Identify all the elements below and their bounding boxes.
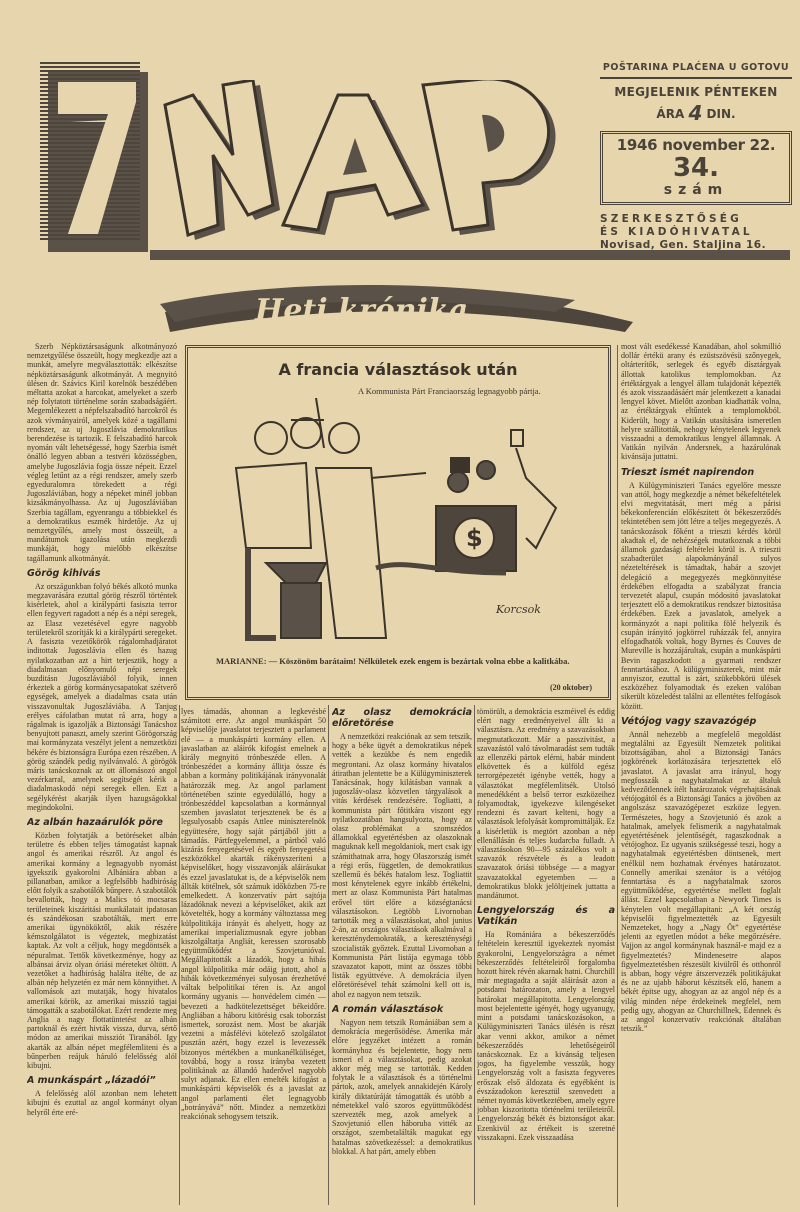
article-poland-vatican-cont: most vált esedékessé Kanadában, ahol sokmillió dollár értékü arany és ezüstszövésü szőnyegek, oltárterítők, serlegek és egyéb dísztárgyak állottak katolikus templomokban. Az értéktárgyak a lengyel állam tulajdonát képezték és azok visszaadásáért már jelentkezett a kanadai lengyel követ. Mielőtt azonban kiadhatták volna, az értéktárgyak eltűntek a templomokból. Kiderült, hogy a Vatikán utasítására ismeretlen helyre szállitották, nehogy kénytelenek legyenek visszaadni a demokratikus lengyel államnak. A Vatikán nyilván Andersnek, a hazárulónak kivánsája juttatni. [621, 342, 781, 462]
issue-label: szám [663, 182, 729, 198]
office-line-2: ÉS KIADÓHIVATAL [600, 226, 753, 238]
column-1 [27, 342, 177, 1210]
price-value: 4 [688, 101, 703, 125]
article-italian-democracy: A nemzetközi reakciónak az sem tetszik, hogy a béke ügyét a demokratikus népek vették a kezükbe és nem engedik megrontani. Az olasz kormány hivatalos átiratban jelentette be a Külügyminiszterek Tanácsának, hogy kilátásban vannak a jugoszláv-olasz közvetlen tárgyalások a vitás kérdések rendezésére. Togliatti, a kommunista párt főtitkára viszont egy nyilatkozatában hangsulyozta, hogy az olasz problémákat a szomszédos államokkal egyetértésben az olaszoknak maguknak kell megoldaniok, mert csak igy számithatnak arra, hogy Olaszország ismét a régi erős, független, de demokratikus szellemű és békés hatalom lesz. Togliattit most kénytelenek egyre inkább értékelni, mert az olasz Kommunista Párt hatalmas erővel tört előre a községtanácsi választásokon. Legtöbb Livornoban tartották meg a választásokat, ahol junius 2-án, az országos választások alkalmával a kereszténydemokraták, a kereszténységi szocialisták győztek. Ezuttal Livornoban a Kommunista Párt listája egymaga több szavazatot kapott, mint az összes többi listák együttvéve. A demokrácia ilyen előretörésével tehát számolni kell ott is, ahol ez nagyon nem tetszik. [332, 732, 472, 999]
dollar-icon: $ [466, 524, 483, 552]
banner-title: Heti krónika [255, 293, 469, 328]
office-address: Novisad, Gen. Staljina 16. [600, 239, 767, 251]
article-trieste: A Külügyminiszteri Tanács egyelőre messze van attól, hogy megkezdje a német békefeltételek elvi megvitatását, mert még a párisi békekonferencián előkészitett öt békeszerződés tekintetében sem jött létre a teljes megegyezés. A tanácskozások főként a trieszti kérdés körül akadtak el, de nehézségek mutatkoznak a többi államok gazdasági feltételei körül is. A trieszti szabadterület alapokmányánál sulyos nézeteltérések is támadtak, habár a szovjet delegáció a megegyezés megkönnyitése érdekében elfogadta a szabályzat francia tervezetét alapul, csupán módositó javaslatokat terjesztett elő a demokratikus rendszer biztositása érdekében. Ezek a javaslatok, amelyek a kormányzót a napi politika fölé helyezik és csupán irányitó jogkörrel ruházzák fel, annyira elfogadhatók voltak, hogy Byrnes és Couves de Mureville is hozzájárultak, csupán a munkáspárti Bevin ragaszkodott a gyarmati rendszer fenntartásához. A külügyminiszterek, mint már annyiszor, ezuttal is zárt, szükebbkörü ülések eszközéhez folyamodtak és ezeken valóban sikerült közeledést találni az ellentétes felfogások között. [621, 480, 781, 711]
postal-note: POŠTARINA PLAĆENA U GOTOVU [600, 62, 792, 79]
article-albanian-trial: Közben folytatják a betöréseket albán területre és ebben teljes támogatást kapnak angol és amerikai részről. Az angol és amerikai kormány a legnagyobb nyomást igyekszik gyakorolni Albániára abban a pillanatban, amikor a legfelsőbb hadbiróság előtt folyik a szabotálók bűnpere. A szabotálók bevallották, hogy a Malics tó mocsaras területeinek kiszáritási munkálatait ipdatosan és szándékosan szabotálták, mert erre amerikai ügynököktől, akik részére kémszolgálatot is végeztek, megbizatást kaptak. Az volt a céljuk, hogy megdöntsék a népuralmat. Tettők következménye, hogy az albánsai árviz olyan óriási méreteket öltött. A vezetőket a hadbiróság halálra itélte, de az albán nép helyzetén ez már nem könnyithet. A vallomások azt mutatják, hogy hivatalos amerikai körök, az amerikai misszió tagjai támogatták a szabotálókat. Ezért rendezte meg Anglia a nagy flottatüntetést az albán partoknál és ezért hivták vissza, durva, sértő módon az amerikai missziót Tiranából. Igy akarták az albán népet megfélemliteni és a bűnperben reájuk háruló felelősség alól kibujni. [27, 830, 177, 1071]
issue-date: 1946 november 22. [616, 136, 776, 154]
masthead-rule [150, 250, 790, 260]
editorial-office [600, 213, 792, 239]
masthead-info [600, 62, 792, 251]
column-divider [179, 705, 180, 1205]
column-divider [474, 705, 475, 1205]
price [600, 101, 792, 125]
cartoon-illustration [196, 398, 601, 653]
artist-signature: Korcsok [496, 603, 541, 616]
column-3 [332, 707, 472, 1210]
article-veto: Annál nehezebb a megfelelő megoldást megtalálni az Egyesült Nemzetek politikai bizottságában, ahol a Biztonsági Tanács jogkörének korlátozására terjesztettek elő javaslatot. A javaslat arra irányul, hogy megfosszák a nagyhatalmakat az általuk kedvezőtlennek ítélt határozatok végrehajtásának vétójogától és a Biztonsági Tanács a jövőben az angolszász szavazógépezet eszköze legyen. Természetes, hogy a Szovjetunió és azok a hatalmak, amelyek felismerik a nagyhatalmak egyetértésének jelentőségét, ragaszkodnak a vétójoghoz. Ez ugyanis szükségessé teszi, hogy a nagyhatalmak egyetértésben döntsenek, mert enélkül nem hozhatnak érvényes határozatot. Connelly amerikai szenátor is a vétójog fenntartása és a nagyhatalmak szoros együttműködése, egyetértése mellett foglalt állást. Ezzel kapcsolatban a Newyork Times is kénytelen volt megállapitani: „A két ország képviselői figyelmeztették az Egyesült Nemzeteket, hogy a „Nagy Öt” egyetértése jelenti az egyetlen módot a béke megőrzésére. Vajjon az angol kormánynak használ-e majd ez a figyelmeztetés? Mindenesetre alapos figyelmeztetésben részesült kivülről és otthonról is abban, hogy végre átszervezzék politikájukat és ne az ujabb háborut készitsék elő, hanem a békét épitse ugy, ahogyan az az angol nép és a világ minden népe érdekeinek megfelel, nem pedig ugy, ahogyan az Churchillnek, Edennek és az angol konzervatív reakciónak általában tetszik.” [621, 729, 781, 1034]
article-labour-rebels: A felelősség alól azonban nem lehetett kibujni és ezuttal az angol kormányt olyan helyről érte eré- [27, 1089, 177, 1117]
column-5 [621, 342, 781, 1210]
column-4 [477, 707, 615, 1210]
headline-labour-rebels: A munkáspárt „lázadói” [27, 1075, 156, 1087]
column-2 [181, 707, 326, 1210]
column-divider [617, 345, 618, 1207]
article-greek-challenge: Az országunkban folyó békés alkotó munka megzavarására ezuttal görög részről történtek kisérletek, ahol a királypárti fasiszta terror ellen fegyvert ragadott a nép és a népi seregek, az Elasz vezetésével egyre nagyobb területekről szorítják ki a királypárti seregeket. A fasiszta vezetőkörök rágalomhadjáratot inditottak Jugoszlávia ellen és hazug nyilatkozatban azt a hirt terjesztik, hogy a diadalmasan előnyomuló népi seregek buzditásn Jugoszláviából folyik, innen érkeztek a görög kormánycsapatokat szétverő egységek, amelyek a diadalmas csata után visszavonultak Jugoszláviába. A Tanjug erélyes cáfolatban mutat rá arra, hogy a rágalmak is igazolják a Biztonsági Tanácshoz benyujtott panaszt, amely szerint Görögország mai kormányzata veszélyt jelent a nemzetközi békére és biztonságra Európa ezen részében. A görög szándék pedig nyilvánvaló. A görögök máris tanácskoznak az ott állomásozó angol vezérkarral, amelynek segítségét kérik a diadalmaskodó népi seregek ellen. Ezt a segélykérést akarják ilyen hazugságokkal megindokolni. [27, 581, 177, 812]
headline-veto: Vétójog vagy szavazógép [621, 715, 757, 727]
headline-poland-vatican: Lengyelország és a Vatikán [477, 905, 615, 928]
office-line-1: SZERKESZTŐSÉG [600, 213, 742, 225]
article-poland-vatican: Ha Romániára a békeszerződés feltételein keresztül igyekeztek nyomást gyakorolni, Lengyelországra a német békeszerződés feltételeiről forgalomba hozott hirek révén akarnak hatni. Churchill már megtagadta a saját aláirását azon a potsdami határozaton, amely a lengyel határokat megállapitotta. Lengyelország most bejelentette igényét, hogy ugyanugy, mint a potsdami tanácskozásokon, a Külügyminiszteri Tanács ülésén is részt akar venni akkor, amikor a német békeszerződés lehetőségeiről tanácskoznak. Ez a kivánság teljesen jogos, ha figyelembe vesszük, hogy Lengyelország volt a fasiszta fegyveres erőszak első áldozata és egyébként is évszázadokon keresztül szenvedett a német nyomás következtében, amely egyre jobban kiszoritotta történelmi területeiről. Lengyelország békét és biztonságot akar. Ezenkivül az értékeit is szeretné visszakapni. Ezek visszaadása [477, 930, 615, 1142]
headline-italian-democracy: Az olasz demokrácia előretörése [332, 707, 472, 729]
publication-schedule: MEGJELENIK PÉNTEKEN [614, 85, 778, 99]
cartoon-date: (20 oktober) [550, 683, 592, 692]
article-romanian-elections-cont: tömörült, a demokrácia eszméivel és eddig elért nagy eredményeivel állt ki a választásra. Az eredmény a szavazásokban megmutatkozott. Már a passzivitást, a szavazástól való távolmaradást sem tudták az ellenzéki pártok elérni, habár mindent elkövettek és a külföld egész terrorgépezetét igénybe vették, hogy a választókat megfélemlitsék. Utolsó menedékként a belső terror eszközeihez folyamodtak, igyekezve kilengéseket rendezni és zavart kelteni, hogy a választások lefolyását kompromittálják. Ez a kisérletük is megtört azonban a nép ellenállásán és teljes kudarcba fulladt. A választásokon 90—95 százalékos volt a szavazók részvétele és a leadott szavazatok óriási többsége — a magyar szavazatokkal egyetemben — a demokratikus blokk jelöltjeinek juttatta a mandátumot. [477, 707, 615, 901]
headline-romanian-elections: A román választások [332, 1003, 444, 1015]
price-prefix: ÁRA [656, 107, 685, 121]
cartoon-box [185, 345, 611, 700]
logo-seven-icon [40, 62, 148, 252]
price-suffix: DIN. [706, 107, 736, 121]
article-romanian-elections: Nagyon nem tetszik Romániában sem a demokrácia megerősödése. Amerika már előre jegyzéket intézett a román kormányhoz és bejelentette, hogy nem ismeri el a választásokat, pedig azokat akkor még meg se tartották. Kedden folytak le a választások és a történelmi pártok, azok, amelyek annakidején Károly király diktatúráját támogatták és utóbb a németekkel való szoros együttműködést szervezték meg, azok amelyek a Szovjetunió ellen háboruba vitték az országot, szembetalálták magukat egy hatalmas szövetkezéssel: a demokratikus blokkal. A hat párt, amely ebben [332, 1017, 472, 1156]
column-divider [328, 705, 329, 1205]
section-banner [155, 272, 635, 342]
logo-nap-icon [160, 80, 590, 250]
headline-trieste: Trieszt ismét napirendon [621, 466, 755, 478]
article-serbian-assembly: Szerb Népköztársaságunk alkotmányozó nemzetgyűlése összeült, hogy megkezdje azt a munkát, amelyre megválasztották: elkészítse népköztársaságunk alkotmányát. A megnyitó ülésen dr. Szávics Kiril korelnök beszédében méltatta azokat a harcokat, amelyeket a szerb nép folytatott történelme során szabadságáért. Megemlékezett a népfelszabadító harcokról és azok vívmányairól, amelyek közé a tagállami rendszer, az uj Jugoszlávia demokratikus berendezése is tartozik. E felszabadító harcok nyomán vált lehetségessé, hogy Szerbia ismét önálló legyen abban a testvéri közösségben, amelybe Jugoszlávia fogja össze népeit. Ezzel végleg letűnt az a régi rendszer, amely szerb egyeduralomra törekedett a régi Jugoszláviában, hogy a népeket minél jobban kizsákmányolhassa. Az uj Jugoszláviában Szerbia tagállam, egyenrangu a többiekkel és a demokratikus eszmék hirdetője. Az uj nemzetgyűlés, amely most összeült, a mandátumok igazolása után megkezdi munkáját, hogy mielőbb elkészítse tagállamunk alkotmányát. [27, 342, 177, 563]
headline-greek-challenge: Görög kihivás [27, 567, 101, 579]
issue-box [600, 131, 792, 205]
cartoon-subtitle: A Kommunista Párt Franciaország legnagyobb pártja. [358, 386, 541, 396]
issue-number: 34. [672, 153, 720, 183]
cartoon-title: A francia választások után [278, 360, 518, 379]
cartoon-caption: MARIANNE: — Köszönöm barátaim! Nélkületek ezek engem is bezártak volna ebbe a kalitkába. [216, 656, 570, 666]
headline-albanian-trial: Az albán hazaárulók pöre [27, 816, 163, 828]
article-labour-rebels-cont: lyes támadás, ahonnan a legkevésbé számitott erre. Az angol munkáspárt 50 képviselője javaslatot terjesztett a parlament elé — a munkáspárti kormány ellen. A javaslatban az aláirók kifogást emelnek a király megnyitó trónbeszéde ellen. A trónbeszédet a kormány állitja össze és abban a kormány politikájának irányvonalát határozzák meg. Az angol parlament történetében szinte egyedülálló, hogy a trónbeszéddel kapcsolatban a kormánnyal szemben javaslatot terjesztenek be és a legsulyosabb csapás Attlee miniszterelnök együttesére, hogy saját pártjából jött a támadás. Pártfegyelemmel, a pártból való kizárás fenyegetésével és egyéb fenyegetési eszközökkel akarták rákényszeriteni a képviselőket, hogy visszavonják aláirásukat és ezzel javaslatukat is, de a képviselők nem állták kötélnek, sőt számuk időközben 75-re emelkedett. A konzervatív párt sajtója lázadóknak nevezi a képviselőket, akik azt követelték, hogy a kormány változtassa meg külpolitikája irányát és ahelyett, hogy az amerikai imperializmusnak egyre jobban kiszolgáltatja Angliát, keressen szorosabb együttműködést a Szovjetunióval. Megállapitották a lázadók, hogy a hibás angol külpolitika már odáig jutott, ahol a hibák következményei sulyosan érezhetővé váltak belpolitikai téren is. Az angol kormány ugyanis — honvédelem cimén — bevezeti a hadkötelezettséget békeidőre. Angliában a háboru kitörésig csak toborzást ismertek, sorozást nem. Most be akarják vezetni a másfélévi kötelező szolgálatot pusztán azért, hogy ezzel is levezessék bizonyos mértékben a munkanélküliséget, továbbá, hogy a rossz irányba vezetett politikának az állandó haderővel nagyobb sulyt adjanak. Ez ellen emelték kifogást a munkáspárti képviselők és a javaslat az angol parlamenti élet legnagyobb „botrányává” nőtt. Mindez a nemzetközi reakciónak sehogysem tetszik. [181, 707, 326, 1121]
